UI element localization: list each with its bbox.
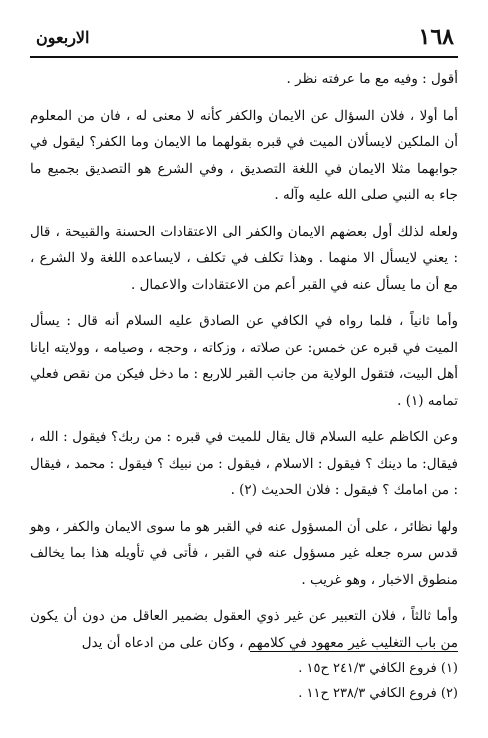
- paragraph-2: أما أولا ، فلان السؤال عن الايمان والكفر كأنه لا معنى له ، فان من المعلوم أن الملكين لايسألان الميت في قبره بقولهما ما الايمان وما الكفر؟ ليقول في جوابهما مثلا الايمان في اللغة التصديق ، وفي الشرع هو التصديق بجميع ما جاء به النبي صلى الله عليه وآله .: [30, 107, 458, 203]
- page-header: [30, 22, 458, 58]
- body-text: [30, 66, 458, 666]
- footnote-separator: [250, 651, 458, 652]
- paragraph-1: أقول : وفيه مع ما عرفته نظر .: [286, 71, 458, 87]
- paragraph-6: ولها نظائر ، على أن المسؤول عنه في القبر هو ما سوى الايمان والكفر ، وهو قدس سره جعله غير مسؤول عنه في القبر ، فأتى في تأويله هذا بما يخالف منطوق الاخبار ، وهو غريب .: [30, 518, 458, 588]
- paragraph-5: وعن الكاظم عليه السلام قال يقال للميت في قبره : من ربك؟ فيقول : الله ، فيقال: ما دينك ؟ فيقول : الاسلام ، فيقول : من نبيك ؟ فيقول : محمد ، فيقال : من امامك ؟ فيقول : فلان الحديث (٢) .: [30, 429, 458, 498]
- paragraph-3: ولعله لذلك أول بعضهم الايمان والكفر الى الاعتقادات الحسنة والقبيحة ، قال : يعني لايسأل الا منهما . وهذا تكلف في تكلف ، لايساعده اللغة ولا الشرع ، مع أن ما يسأل عنه في القبر أعم من الاعتقادات والاعمال .: [30, 223, 458, 293]
- footnote-2: (٢) فروع الكافي ٢٣٨/٣ ح١١ .: [298, 686, 458, 701]
- running-title: الاربعون: [36, 28, 90, 47]
- paragraph-4: وأما ثانياً ، فلما رواه في الكافي عن الصادق عليه السلام أنه قال : يسأل الميت في قبره عن خمس: عن صلاته ، وزكاته ، وحجه ، وصيامه ، وولايته ايانا أهل البيت، فتقول الولاية من جانب القبر للاربع : ما دخل فيكن من نقص فعلي تمامه (١) .: [30, 313, 458, 409]
- page-number: ١٦٨: [418, 24, 454, 50]
- footnote-1: (١) فروع الكافي ٢٤١/٣ ح١٥ .: [298, 661, 458, 676]
- footnotes: [30, 656, 458, 706]
- paragraph-7: وأما ثالثاً ، فلان التعبير عن غير ذوي العقول بضمير العاقل من دون أن يكون من باب التغليب غير معهود في كلامهم ، وكان على من ادعاه أن يدل: [30, 608, 458, 651]
